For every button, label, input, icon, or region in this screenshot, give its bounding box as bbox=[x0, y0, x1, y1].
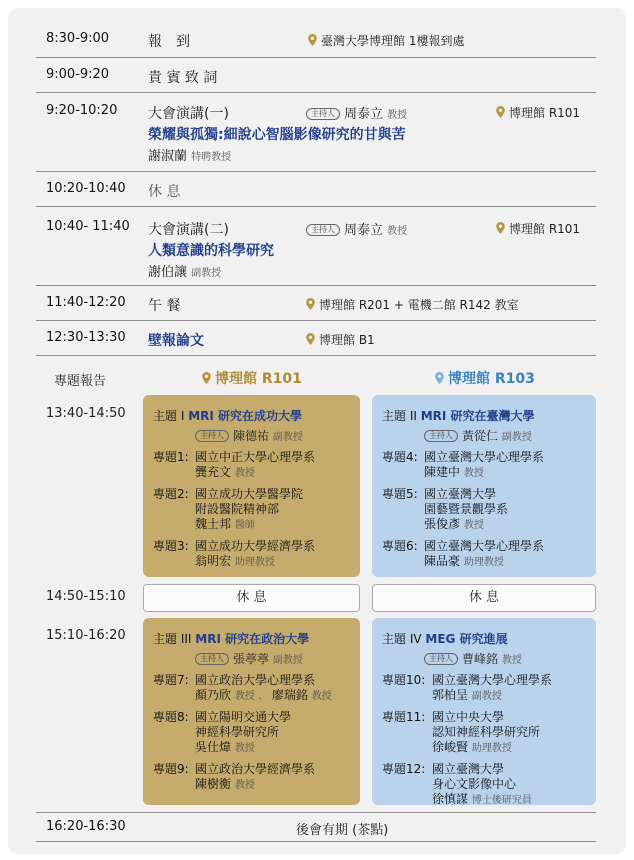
person-name: 吳仕煒 bbox=[195, 740, 232, 754]
row-time: 16:20-16:30 bbox=[46, 819, 126, 834]
talk-num: 專題11: bbox=[382, 710, 426, 724]
schedule-row-keynote-1 bbox=[36, 94, 596, 172]
talk-affil: 園藝暨景觀學系 bbox=[424, 502, 509, 516]
talk-person bbox=[424, 554, 504, 570]
talk-num: 專題9: bbox=[153, 762, 189, 776]
talk-title: 榮耀與孤獨:細說心智腦影像研究的甘與苦 bbox=[148, 127, 406, 143]
row-time: 9:20-10:20 bbox=[46, 103, 118, 118]
topic-heading bbox=[382, 630, 508, 647]
row-location bbox=[308, 32, 464, 49]
talk-affil: 國立成功大學經濟學系 bbox=[195, 539, 316, 553]
schedule-row-posters bbox=[36, 322, 596, 356]
speaker-name: 謝淑蘭 bbox=[148, 149, 188, 164]
person-title: 教授 bbox=[463, 468, 484, 479]
topic-host bbox=[424, 427, 532, 444]
talk-num: 專題7: bbox=[153, 673, 189, 687]
talk-affil: 國立臺灣大學心理學系 bbox=[432, 673, 553, 687]
session-time-1: 13:40-14:50 bbox=[46, 406, 126, 421]
break-right: 休 息 bbox=[372, 584, 596, 612]
talk-person bbox=[195, 777, 255, 793]
location-pin-icon bbox=[496, 106, 505, 118]
row-title: 休 息 bbox=[148, 184, 181, 200]
row-location bbox=[306, 331, 375, 348]
session-time-2: 15:10-16:20 bbox=[46, 628, 126, 643]
talk-num: 專題5: bbox=[382, 487, 418, 501]
break-time: 14:50-15:10 bbox=[46, 589, 126, 604]
talk-person bbox=[195, 517, 255, 533]
topic-host bbox=[424, 650, 522, 667]
talk-person bbox=[424, 465, 484, 481]
topic-heading bbox=[153, 630, 309, 647]
talk-affil: 國立臺灣大學 bbox=[432, 762, 505, 776]
host-name: 陳德祐 bbox=[233, 429, 270, 443]
talk-affil: 國立臺灣大學 bbox=[424, 487, 497, 501]
topic-prefix: 主題 II bbox=[382, 409, 417, 423]
topic-name: MRI 研究在成功大學 bbox=[188, 409, 303, 423]
row-time: 12:30-13:30 bbox=[46, 330, 126, 345]
person-title: 助理教授 bbox=[234, 557, 275, 568]
host-title: 副教授 bbox=[272, 432, 303, 443]
topic-host bbox=[195, 427, 303, 444]
talk-affil: 國立臺灣大學心理學系 bbox=[424, 539, 545, 553]
talk-affil: 國立政治大學經濟學系 bbox=[195, 762, 316, 776]
speaker-name: 謝伯讓 bbox=[148, 265, 188, 280]
host-title: 教授 bbox=[501, 655, 522, 666]
schedule-row-lunch bbox=[36, 287, 596, 321]
talk-num: 專題3: bbox=[153, 539, 189, 553]
sessions-label: 專題報告 bbox=[54, 374, 107, 389]
person-title: 醫師 bbox=[234, 520, 255, 531]
schedule-row-registration bbox=[36, 22, 596, 58]
talk-num: 專題12: bbox=[382, 762, 426, 776]
person-name: 龔充文 bbox=[195, 465, 232, 479]
room-left bbox=[202, 368, 302, 388]
person-name: 魏士邦 bbox=[195, 517, 232, 531]
row-location bbox=[496, 220, 580, 237]
location-pin-icon bbox=[308, 34, 317, 46]
talk-num: 專題10: bbox=[382, 673, 426, 687]
talk-person bbox=[195, 688, 332, 704]
topic-prefix: 主題 I bbox=[153, 409, 185, 423]
person-name: 廖瑞銘 bbox=[271, 688, 308, 702]
location-text: 博理館 R101 bbox=[509, 222, 581, 236]
person-name: 顏乃欣 bbox=[195, 688, 232, 702]
topic-host bbox=[195, 650, 303, 667]
location-pin-icon bbox=[496, 222, 505, 234]
host-name: 黃從仁 bbox=[462, 429, 499, 443]
schedule-row-welcome bbox=[36, 59, 596, 93]
topic-box-1 bbox=[143, 395, 360, 577]
talk-person bbox=[195, 554, 275, 570]
host-tag: 主持人 bbox=[424, 653, 458, 665]
row-host bbox=[306, 103, 407, 122]
row-title: 壁報論文 bbox=[148, 333, 204, 349]
speaker bbox=[148, 145, 231, 164]
schedule-row-keynote-2 bbox=[36, 208, 596, 286]
speaker-title: 特聘教授 bbox=[191, 152, 232, 163]
person-title: 教授 、 bbox=[234, 691, 269, 702]
person-name: 張俊彥 bbox=[424, 517, 461, 531]
row-title: 大會演講(二) bbox=[148, 222, 229, 238]
talk-num: 專題4: bbox=[382, 450, 418, 464]
talk-person bbox=[195, 465, 255, 481]
row-time: 8:30-9:00 bbox=[46, 31, 110, 46]
row-location bbox=[306, 296, 519, 313]
talk-affil: 神經科學研究所 bbox=[195, 725, 280, 739]
person-name: 徐峻賢 bbox=[432, 740, 469, 754]
row-time: 10:20-10:40 bbox=[46, 181, 126, 196]
host-title: 教授 bbox=[387, 110, 408, 121]
host-title: 副教授 bbox=[501, 432, 532, 443]
talk-num: 專題1: bbox=[153, 450, 189, 464]
location-pin-icon bbox=[306, 333, 315, 345]
talk-affil: 身心文影像中心 bbox=[432, 777, 517, 791]
talk-person bbox=[195, 740, 255, 756]
person-title: 教授 bbox=[311, 691, 332, 702]
topic-prefix: 主題 III bbox=[153, 632, 192, 646]
location-text: 博理館 B1 bbox=[319, 333, 375, 347]
row-title: 大會演講(一) bbox=[148, 106, 229, 122]
row-time: 9:00-9:20 bbox=[46, 67, 110, 82]
talk-num: 專題8: bbox=[153, 710, 189, 724]
topic-box-2 bbox=[372, 395, 596, 577]
location-text: 博理館 R101 bbox=[509, 106, 581, 120]
row-time: 10:40- 11:40 bbox=[46, 219, 130, 234]
location-pin-icon bbox=[202, 372, 211, 384]
topic-name: MEG 研究進展 bbox=[425, 632, 508, 646]
schedule-row-break bbox=[36, 173, 596, 207]
person-name: 徐慎謀 bbox=[432, 792, 469, 806]
location-text: 臺灣大學博理館 1樓報到處 bbox=[321, 34, 465, 48]
speaker bbox=[148, 261, 221, 280]
person-name: 翁明宏 bbox=[195, 554, 232, 568]
topic-name: MRI 研究在臺灣大學 bbox=[420, 409, 535, 423]
room-right bbox=[435, 368, 535, 388]
talk-person bbox=[432, 740, 512, 756]
talk-affil: 國立臺灣大學心理學系 bbox=[424, 450, 545, 464]
row-title: 後會有期 (茶點) bbox=[296, 823, 389, 838]
break-left: 休 息 bbox=[143, 584, 360, 612]
room-right-text: 博理館 R103 bbox=[448, 371, 535, 387]
row-title: 報 到 bbox=[148, 34, 190, 50]
person-title: 助理教授 bbox=[463, 557, 504, 568]
row-host bbox=[306, 219, 407, 238]
talk-person bbox=[424, 517, 484, 533]
person-title: 教授 bbox=[234, 780, 255, 791]
row-title: 午 餐 bbox=[148, 298, 181, 314]
host-name: 張葶葶 bbox=[233, 652, 270, 666]
host-tag: 主持人 bbox=[306, 108, 340, 120]
person-title: 教授 bbox=[234, 468, 255, 479]
person-name: 陳樹衡 bbox=[195, 777, 232, 791]
person-name: 陳品豪 bbox=[424, 554, 461, 568]
host-tag: 主持人 bbox=[195, 430, 229, 442]
host-title: 教授 bbox=[387, 226, 408, 237]
host-name: 曹峰銘 bbox=[462, 652, 499, 666]
talk-title: 人類意識的科學研究 bbox=[148, 243, 274, 259]
row-title: 貴 賓 致 詞 bbox=[148, 70, 218, 86]
person-title: 副教授 bbox=[471, 691, 502, 702]
location-text: 博理館 R201 + 電機二館 R142 教室 bbox=[319, 298, 519, 312]
talk-affil: 認知神經科學研究所 bbox=[432, 725, 541, 739]
location-pin-icon bbox=[435, 372, 444, 384]
talk-num: 專題6: bbox=[382, 539, 418, 553]
talk-affil: 國立陽明交通大學 bbox=[195, 710, 292, 724]
speaker-title: 副教授 bbox=[191, 268, 222, 279]
host-tag: 主持人 bbox=[424, 430, 458, 442]
row-location bbox=[496, 104, 580, 121]
person-title: 博士後研究員 bbox=[471, 795, 532, 806]
location-pin-icon bbox=[306, 298, 315, 310]
topic-name: MRI 研究在政治大學 bbox=[195, 632, 310, 646]
person-title: 助理教授 bbox=[471, 743, 512, 754]
talk-affil: 國立中正大學心理學系 bbox=[195, 450, 316, 464]
row-time: 11:40-12:20 bbox=[46, 295, 126, 310]
host-tag: 主持人 bbox=[306, 224, 340, 236]
talk-affil: 國立成功大學醫學院 bbox=[195, 487, 304, 501]
talk-affil: 國立政治大學心理學系 bbox=[195, 673, 316, 687]
host-name: 周泰立 bbox=[344, 223, 384, 238]
host-tag: 主持人 bbox=[195, 653, 229, 665]
topic-box-3 bbox=[143, 618, 360, 805]
talk-num: 專題2: bbox=[153, 487, 189, 501]
topic-prefix: 主題 IV bbox=[382, 632, 422, 646]
talk-person bbox=[432, 792, 532, 808]
topic-heading bbox=[153, 407, 302, 424]
host-title: 副教授 bbox=[272, 655, 303, 666]
topic-heading bbox=[382, 407, 535, 424]
talk-person bbox=[432, 688, 502, 704]
person-title: 教授 bbox=[463, 520, 484, 531]
person-title: 教授 bbox=[234, 743, 255, 754]
topic-box-4 bbox=[372, 618, 596, 805]
person-name: 郭柏呈 bbox=[432, 688, 469, 702]
schedule-row-closing bbox=[36, 812, 596, 842]
person-name: 陳建中 bbox=[424, 465, 461, 479]
host-name: 周泰立 bbox=[344, 107, 384, 122]
talk-affil: 附設醫院精神部 bbox=[195, 502, 280, 516]
talk-affil: 國立中央大學 bbox=[432, 710, 505, 724]
room-left-text: 博理館 R101 bbox=[215, 371, 302, 387]
